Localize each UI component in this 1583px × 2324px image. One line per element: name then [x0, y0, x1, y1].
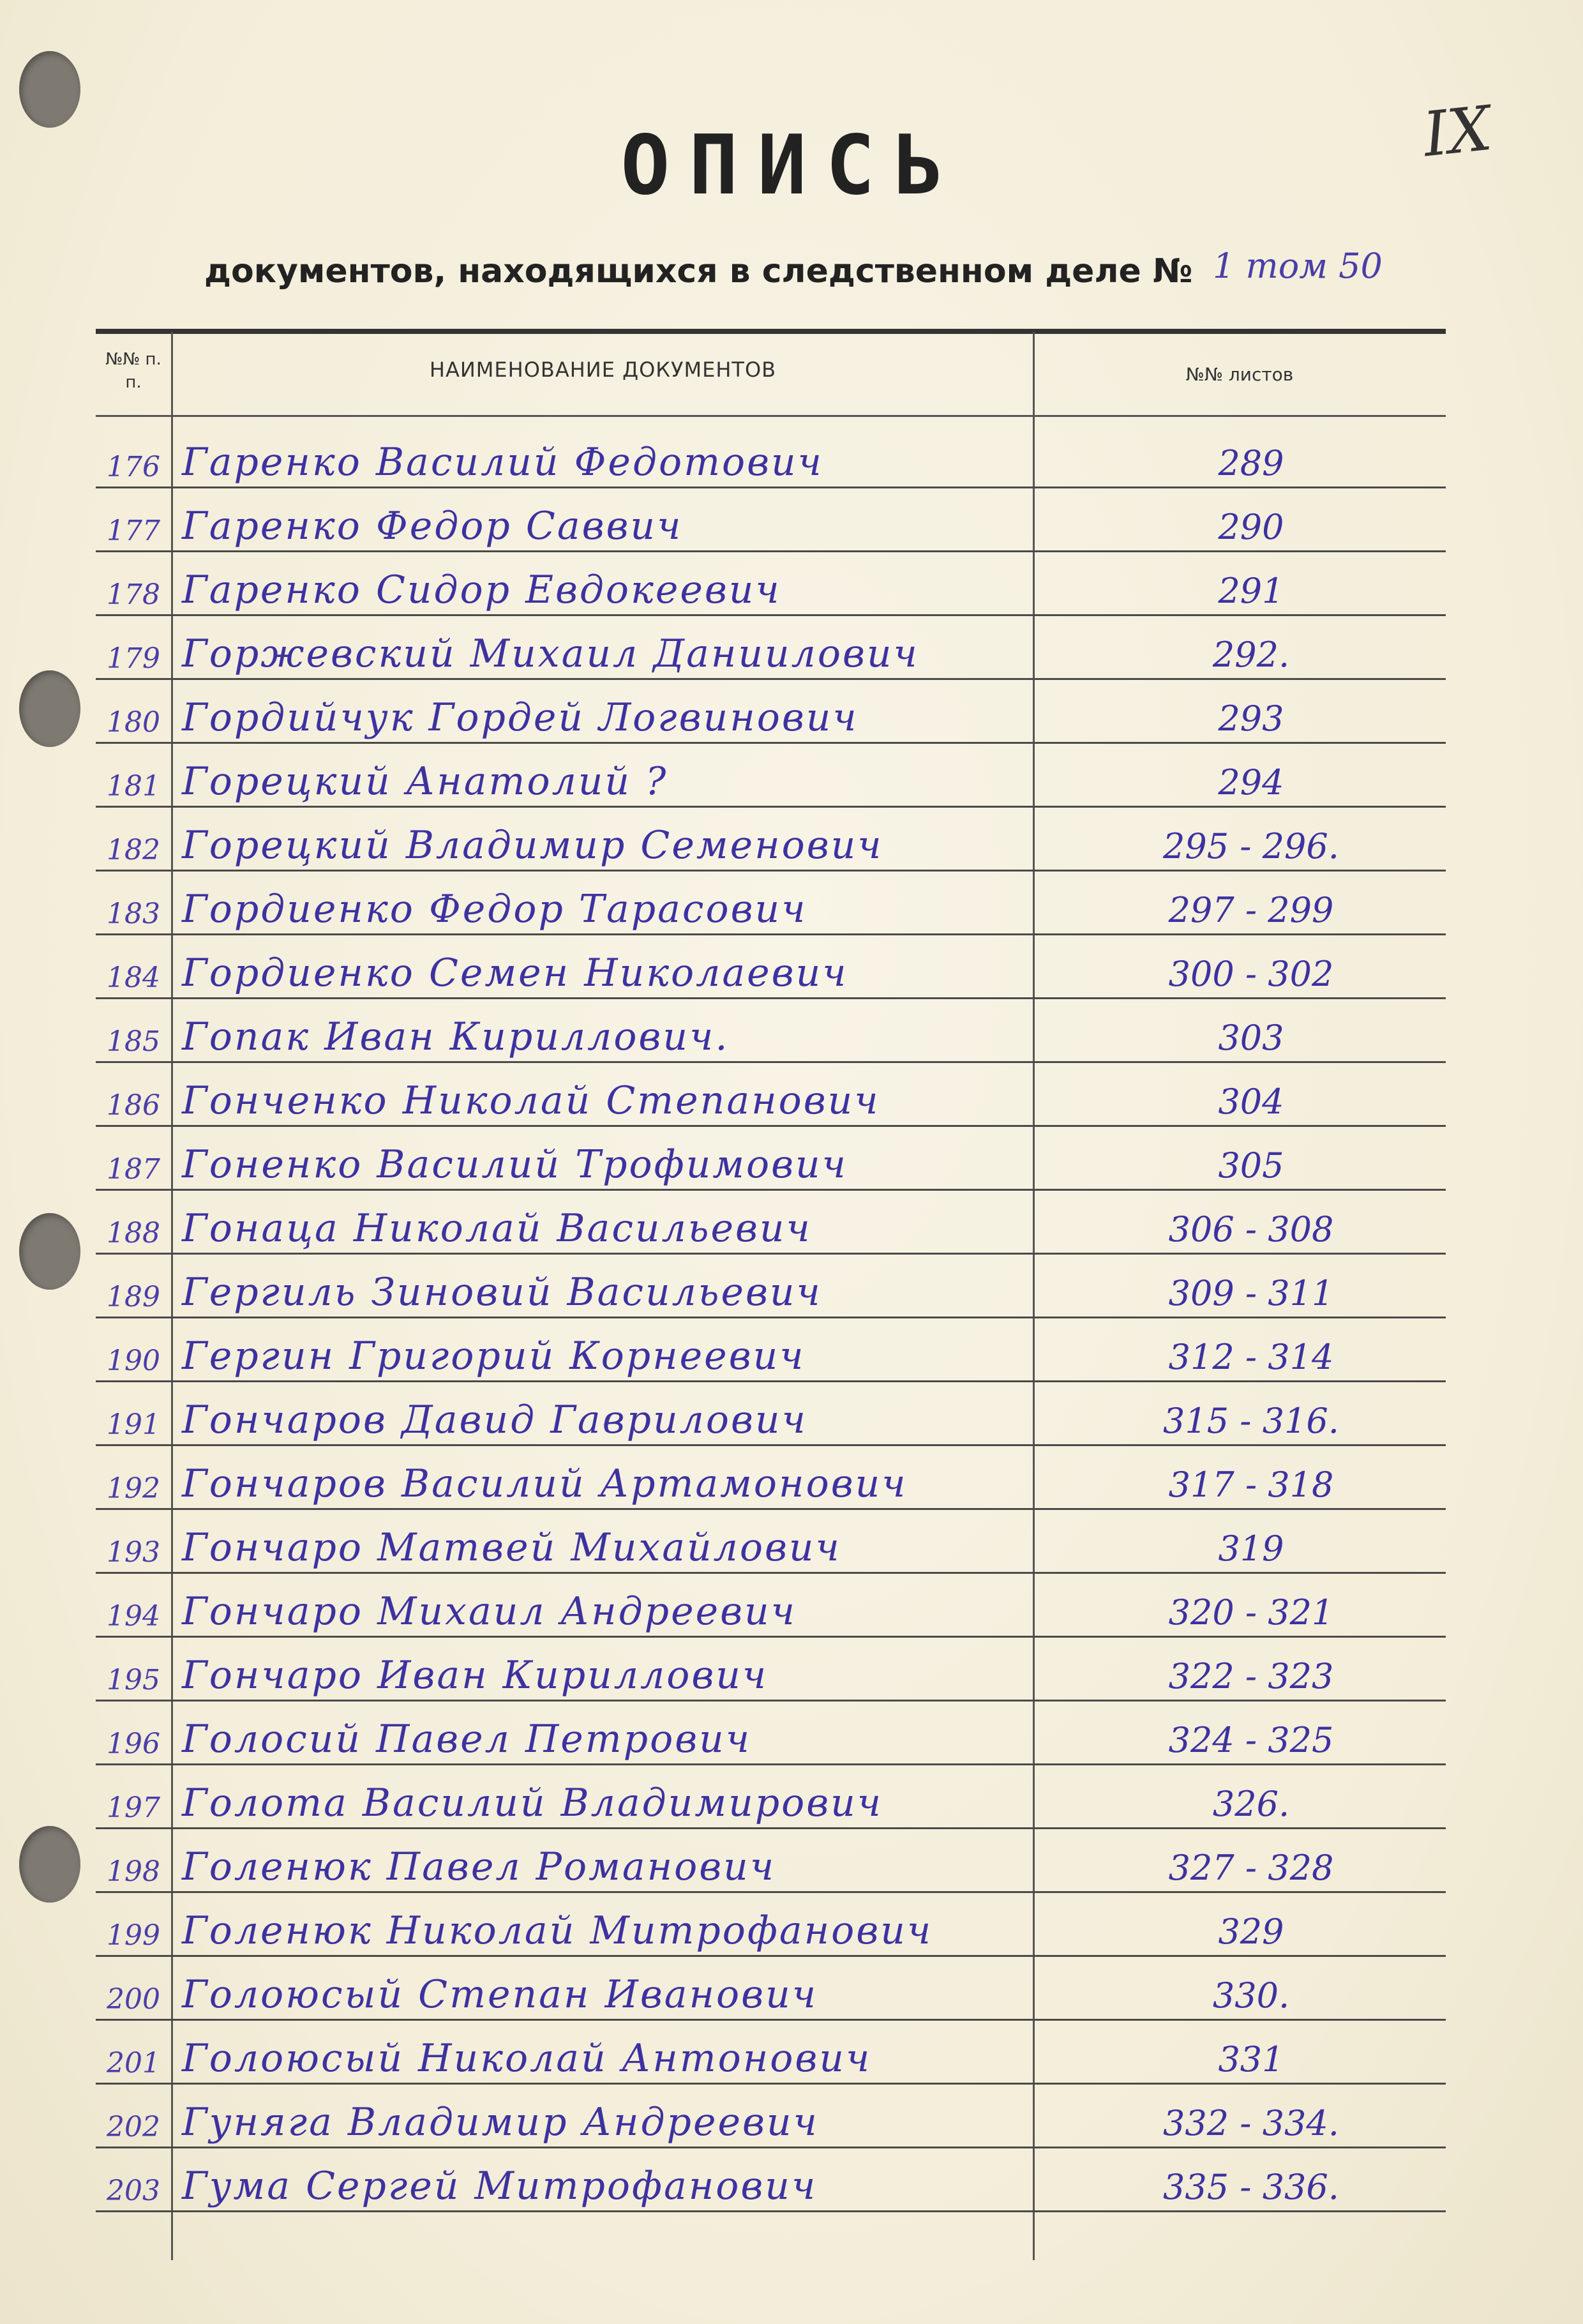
header-bottom-rule: [96, 415, 1446, 417]
sheet-numbers: 332 - 334.: [1163, 2103, 1339, 2143]
table-row: [96, 425, 1446, 488]
document-name: Голенюк Николай Митрофанович: [182, 1908, 933, 1953]
corner-mark: IX: [1420, 92, 1495, 171]
table-row: [96, 1957, 1446, 2021]
sheet-numbers: 297 - 299: [1168, 890, 1334, 930]
row-number: 192: [107, 1472, 160, 1505]
table-row: [96, 808, 1446, 871]
table-row: [96, 616, 1446, 680]
table-row: [96, 1255, 1446, 1318]
sheet-numbers: 291: [1218, 571, 1284, 611]
table-row: [96, 552, 1446, 616]
sheet-numbers: 295 - 296.: [1163, 826, 1339, 866]
header-name: НАИМЕНОВАНИЕ ДОКУМЕНТОВ: [429, 358, 777, 382]
row-number: 199: [107, 1919, 160, 1952]
case-number: 1 том 50: [1213, 246, 1383, 286]
sheet-numbers: 324 - 325: [1168, 1720, 1334, 1760]
document-name: Горецкий Владимир Семенович: [182, 823, 883, 868]
row-number: 190: [107, 1345, 160, 1377]
document-name: Голоюсый Николай Антонович: [182, 2036, 872, 2081]
table-row: [96, 1765, 1446, 1829]
sheet-numbers: 335 - 336.: [1163, 2167, 1339, 2207]
document-name: Голенюк Павел Романович: [182, 1845, 776, 1889]
row-number: 178: [107, 578, 160, 611]
sheet-numbers: 315 - 316.: [1163, 1401, 1339, 1441]
table-row: [96, 1893, 1446, 1957]
table-row: [96, 1063, 1446, 1127]
document-name: Горецкий Анатолий ?: [182, 759, 668, 804]
row-number: 195: [107, 1664, 160, 1696]
row-number: 176: [107, 451, 160, 483]
row-number: 179: [107, 642, 160, 675]
row-number: 183: [107, 898, 160, 930]
row-number: 201: [107, 2047, 160, 2079]
sheet-numbers: 319: [1218, 1528, 1284, 1569]
document-name: Гончаро Матвей Михайлович: [182, 1525, 841, 1570]
header-sheets: №№ листов: [1185, 364, 1294, 385]
document-name: Голота Василий Владимирович: [182, 1781, 883, 1825]
document-name: Гоненко Василий Трофимович: [182, 1142, 848, 1187]
sheet-numbers: 303: [1218, 1018, 1284, 1058]
row-number: 181: [107, 770, 160, 803]
table-row: [96, 1701, 1446, 1765]
header-num: №№ п. п.: [105, 350, 161, 392]
row-number: 188: [107, 1217, 160, 1249]
sheet-numbers: 329: [1218, 1912, 1284, 1952]
sheet-numbers: 309 - 311: [1168, 1273, 1334, 1313]
table-row: [96, 1829, 1446, 1893]
row-number: 177: [107, 515, 160, 547]
document-name: Гаренко Василий Федотович: [182, 440, 823, 485]
table-row: [96, 744, 1446, 808]
sheet-numbers: 327 - 328: [1168, 1848, 1334, 1888]
row-number: 182: [107, 834, 160, 866]
document-name: Голоюсый Степан Иванович: [182, 1972, 818, 2017]
sheet-numbers: 326.: [1212, 1784, 1290, 1824]
document-name: Гума Сергей Митрофанович: [182, 2164, 818, 2208]
row-number: 198: [107, 1855, 160, 1888]
sheet-numbers: 305: [1218, 1145, 1284, 1186]
row-number: 180: [107, 706, 160, 739]
sheet-numbers: 312 - 314: [1168, 1337, 1334, 1377]
page-title: ОПИСЬ: [620, 118, 963, 213]
sheet-numbers: 331: [1218, 2039, 1284, 2079]
row-number: 200: [107, 1983, 160, 2016]
document-name: Горжевский Михаил Даниилович: [182, 631, 919, 676]
sheet-numbers: 317 - 318: [1168, 1465, 1334, 1505]
punch-hole: [19, 51, 80, 128]
document-name: Голосий Павел Петрович: [182, 1717, 752, 1762]
page-subtitle: документов, находящихся в следственном деле №: [204, 252, 1193, 290]
document-name: Гончаров Василий Артамонович: [182, 1461, 908, 1506]
row-number: 196: [107, 1728, 160, 1760]
sheet-numbers: 294: [1218, 762, 1284, 803]
sheet-numbers: 300 - 302: [1168, 954, 1334, 994]
table-row: [96, 1510, 1446, 1574]
table-row: [96, 1382, 1446, 1446]
document-name: Гаренко Федор Саввич: [182, 504, 683, 548]
row-number: 185: [107, 1025, 160, 1058]
document-name: Гордийчук Гордей Логвинович: [182, 695, 859, 740]
document-name: Гордиенко Федор Тарасович: [182, 887, 807, 932]
sheet-numbers: 306 - 308: [1168, 1209, 1334, 1249]
row-number: 186: [107, 1089, 160, 1122]
table-row: [96, 1318, 1446, 1382]
document-name: Гуняга Владимир Андреевич: [182, 2100, 819, 2145]
punch-hole: [19, 1213, 80, 1290]
document-name: Гончаро Иван Кириллович: [182, 1653, 769, 1698]
document-name: Гонаца Николай Васильевич: [182, 1206, 812, 1251]
table-row: [96, 1127, 1446, 1191]
row-number: 203: [107, 2175, 160, 2207]
table-row: [96, 1638, 1446, 1701]
sheet-numbers: 289: [1218, 443, 1284, 483]
table-row: [96, 871, 1446, 935]
table-row: [96, 680, 1446, 744]
sheet-numbers: 320 - 321: [1168, 1592, 1334, 1633]
row-number: 191: [107, 1408, 160, 1441]
row-rule: [96, 2210, 1446, 2212]
table-row: [96, 488, 1446, 552]
row-number: 202: [107, 2111, 160, 2143]
row-number: 184: [107, 962, 160, 994]
table-row: [96, 2148, 1446, 2212]
document-name: Гергиль Зиновий Васильевич: [182, 1270, 822, 1315]
header-top-rule: [96, 329, 1446, 334]
document-name: Гонченко Николай Степанович: [182, 1078, 880, 1123]
row-number: 187: [107, 1153, 160, 1186]
row-number: 197: [107, 1792, 160, 1824]
sheet-numbers: 330.: [1212, 1975, 1290, 2016]
document-name: Гончаров Давид Гаврилович: [182, 1398, 807, 1442]
row-number: 193: [107, 1536, 160, 1569]
document-name: Гончаро Михаил Андреевич: [182, 1589, 797, 1634]
document-name: Гопак Иван Кириллович.: [182, 1015, 730, 1059]
sheet-numbers: 292.: [1212, 635, 1290, 675]
sheet-numbers: 290: [1218, 507, 1284, 547]
row-number: 189: [107, 1281, 160, 1313]
table-row: [96, 1574, 1446, 1638]
table-row: [96, 2021, 1446, 2085]
table-row: [96, 935, 1446, 999]
sheet-numbers: 304: [1218, 1082, 1284, 1122]
row-number: 194: [107, 1600, 160, 1633]
table-row: [96, 1446, 1446, 1510]
table-row: [96, 999, 1446, 1063]
sheet-numbers: 322 - 323: [1168, 1656, 1334, 1696]
document-name: Гергин Григорий Корнеевич: [182, 1334, 806, 1378]
document-name: Гордиенко Семен Николаевич: [182, 951, 848, 995]
sheet-numbers: 293: [1218, 698, 1284, 739]
punch-hole: [19, 670, 80, 747]
table-row: [96, 2085, 1446, 2148]
document-name: Гаренко Сидор Евдокеевич: [182, 568, 781, 612]
table-row: [96, 1191, 1446, 1255]
punch-hole: [19, 1826, 80, 1903]
